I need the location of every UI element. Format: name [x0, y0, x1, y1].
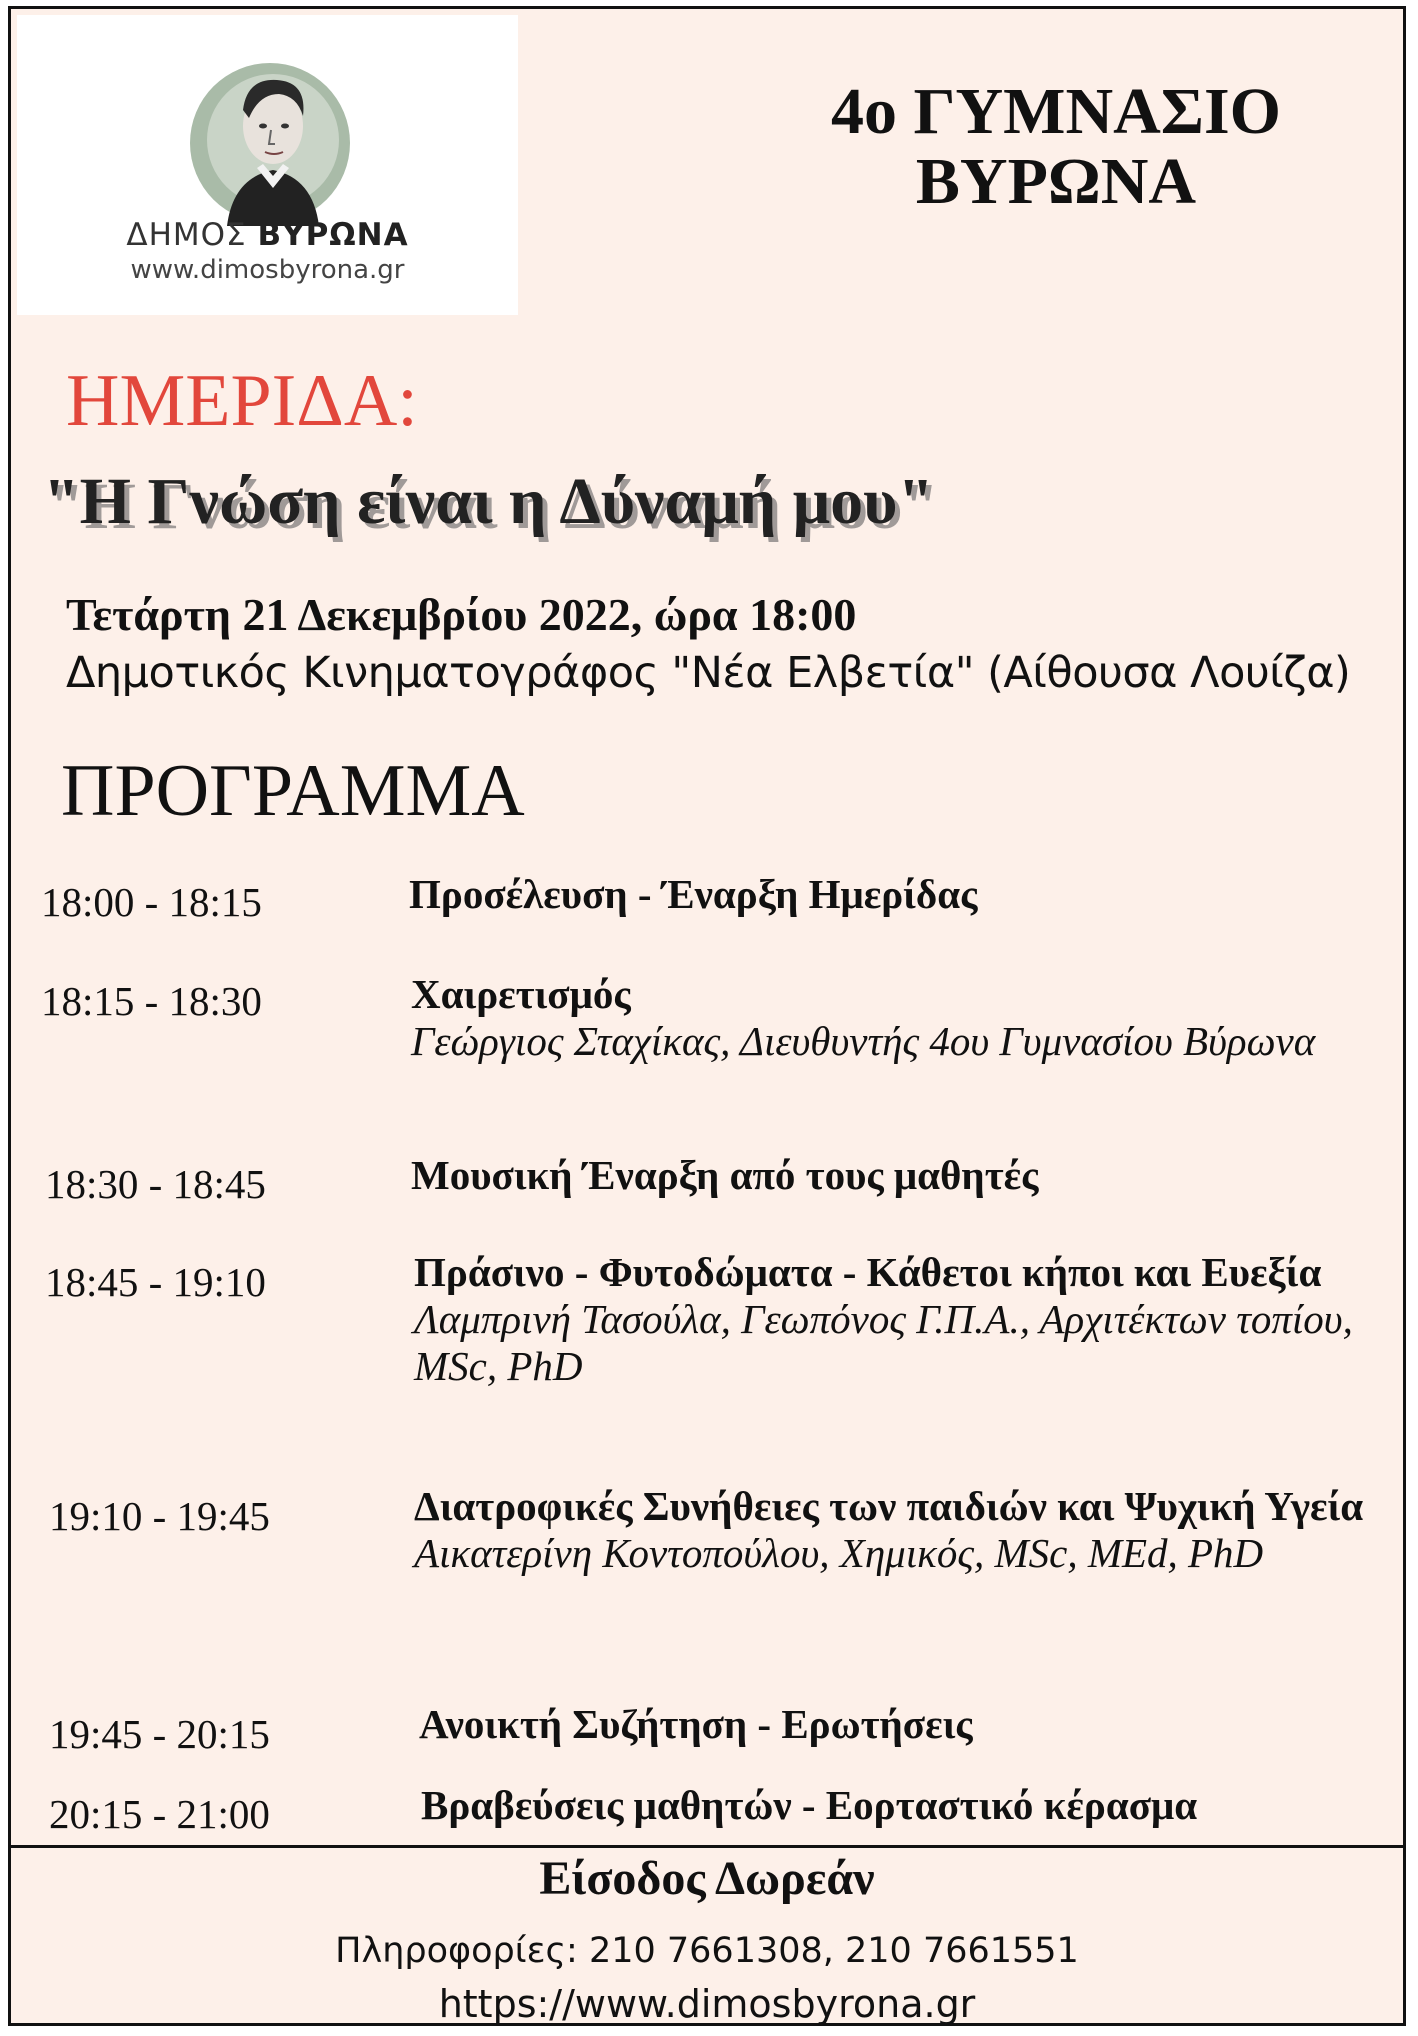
poster [8, 6, 1406, 2026]
school-name-line1: 4ο ΓΥΜΝΑΣΙΟ [831, 75, 1281, 148]
program-entry [409, 871, 1369, 918]
municipality-logo [17, 15, 518, 315]
event-date: Τετάρτη 21 Δεκεμβρίου 2022, ώρα 18:00 [66, 589, 857, 640]
contact-info: Πληροφορίες: 210 7661308, 210 7661551 [335, 1931, 1079, 1971]
program-time: 18:00 - 18:15 [41, 879, 262, 925]
program-entry-title: Πράσινο - Φυτοδώματα - Κάθετοι κήποι και Ευεξία [414, 1249, 1322, 1295]
logo-url: www.dimosbyrona.gr [130, 255, 405, 285]
program-time: 18:15 - 18:30 [41, 978, 262, 1024]
program-entry [411, 1152, 1371, 1199]
program-entry-speaker: Λαμπρινή Τασούλα, Γεωπόνος Γ.Π.Α., Αρχιτέκτων τοπίου, MSc, PhD [414, 1296, 1353, 1389]
program-entry-title: Χαιρετισμός [411, 971, 631, 1017]
program-entry-title: Μουσική Έναρξη από τους μαθητές [411, 1152, 1039, 1198]
program-entry-title: Προσέλευση - Έναρξη Ημερίδας [409, 871, 978, 917]
event-kind: ΗΜΕΡΙΔΑ: [66, 360, 418, 442]
school-name-line2: ΒΥΡΩΝΑ [915, 144, 1197, 218]
program-entry [414, 1483, 1374, 1577]
logo-municipality-name: ΔΗΜΟΣ ΒΥΡΩΝΑ [126, 217, 409, 253]
program-time: 19:10 - 19:45 [49, 1493, 270, 1539]
program-time: 20:15 - 21:00 [49, 1791, 270, 1837]
program-time: 19:45 - 20:15 [49, 1711, 270, 1757]
program-entry [421, 1782, 1401, 1829]
program-time: 18:45 - 19:10 [45, 1259, 266, 1305]
program-entry-title: Ανοικτή Συζήτηση - Ερωτήσεις [419, 1701, 973, 1747]
program-entry-title: Βραβεύσεις μαθητών - Εορταστικό κέρασμα [421, 1782, 1198, 1828]
lord-byron-portrait-icon [187, 60, 353, 226]
program-entry-title: Διατροφικές Συνήθειες των παιδιών και Ψυχική Υγεία [414, 1483, 1364, 1529]
program-entry-speaker: Αικατερίνη Κοντοπούλου, Χημικός, MSc, MEd, PhD [414, 1530, 1264, 1576]
event-venue: Δημοτικός Κινηματογράφος "Νέα Ελβετία" (Αίθουσα Λουίζα) [66, 648, 1351, 698]
program-entry [419, 1701, 1379, 1748]
free-admission-notice: Είσοδος Δωρεάν [539, 1852, 875, 1905]
program-entry [411, 971, 1371, 1065]
school-name [711, 77, 1401, 217]
website-link[interactable]: https://www.dimosbyrona.gr [438, 1982, 976, 2026]
program-entry-speaker: Γεώργιος Σταχίκας, Διευθυντής 4ου Γυμνασίου Βύρωνα [411, 1018, 1316, 1064]
event-title: "Η Γνώση είναι η Δύναμή μου" [43, 465, 935, 538]
program-heading: ΠΡΟΓΡΑΜΜΑ [61, 750, 525, 832]
program-entry [414, 1249, 1374, 1390]
footer-divider [11, 1845, 1403, 1848]
program-time: 18:30 - 18:45 [45, 1161, 266, 1207]
